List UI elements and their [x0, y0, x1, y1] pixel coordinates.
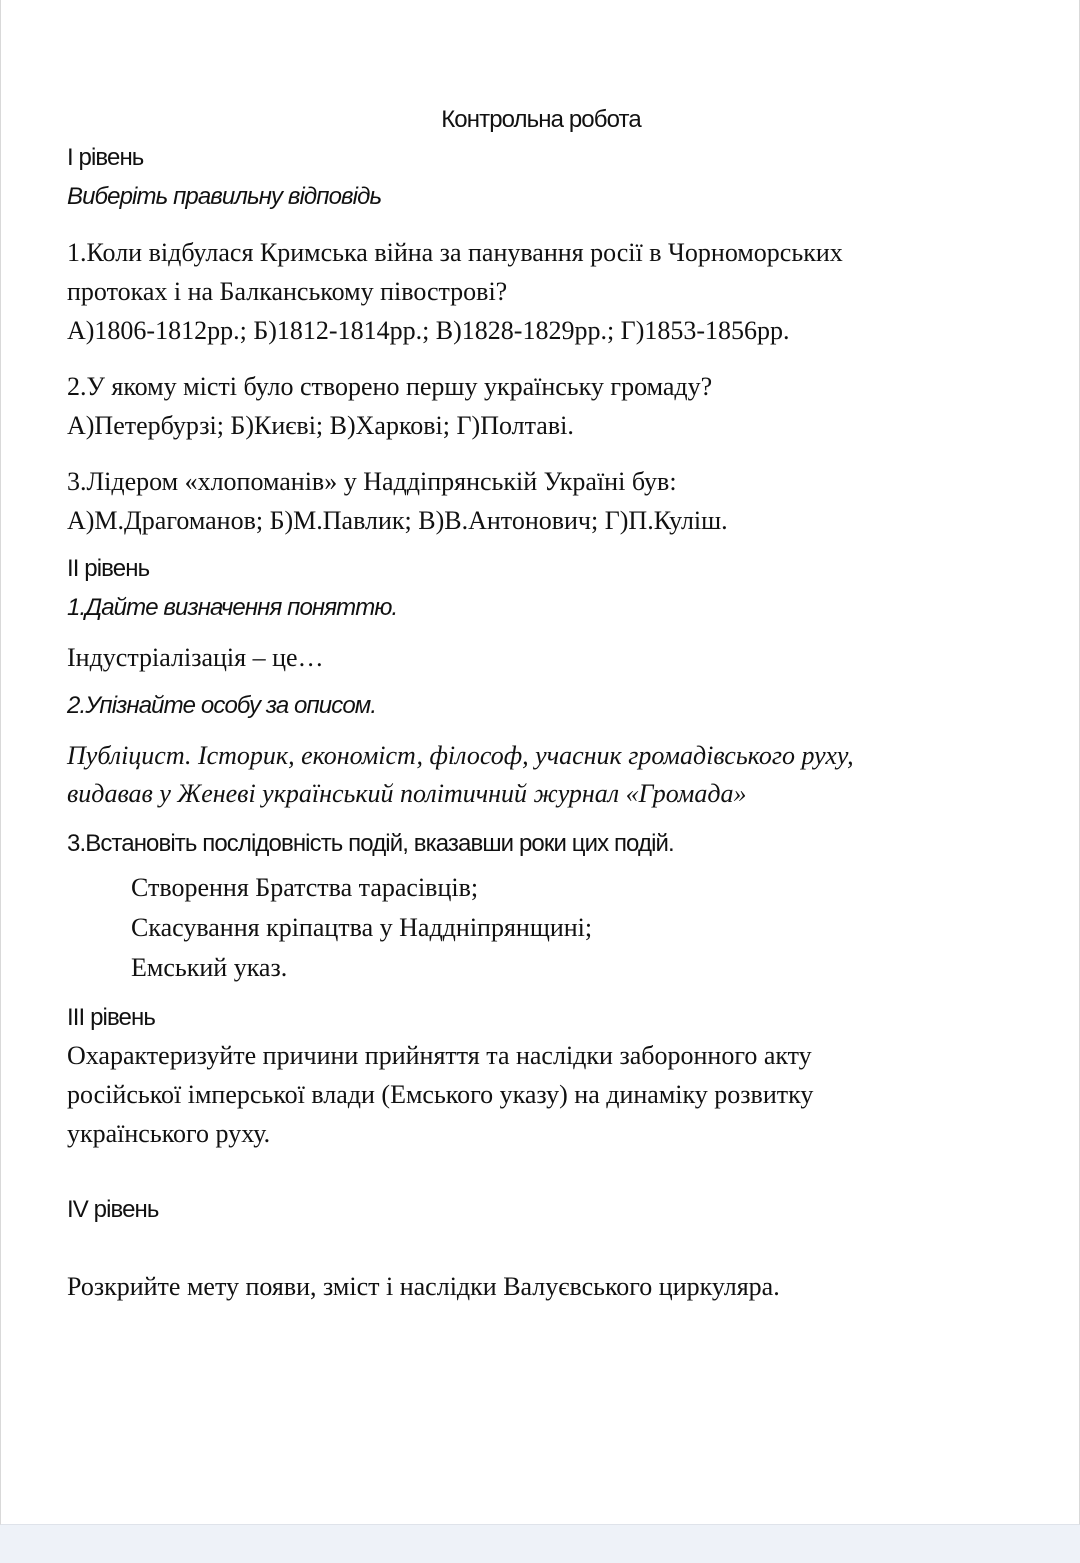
level2-task2: 2.Упізнайте особу за описом. [67, 692, 377, 719]
level2-heading: ІІ рівень [67, 555, 150, 582]
event-text: Створення Братства тарасівців; [131, 873, 479, 902]
level2-task3: 3.Встановіть послідовність подій, вказавши роки цих подій. [67, 830, 674, 857]
event-list-item [101, 913, 592, 943]
document-title: Контрольна робота [441, 106, 641, 133]
level2-task1: 1.Дайте визначення поняттю. [67, 594, 398, 621]
event-text: Емський указ. [131, 953, 288, 982]
level3-line1: Охарактеризуйте причини прийняття та наслідки заборонного акту [67, 1041, 812, 1070]
question2-line1: 2.У якому місті було створено першу українську громаду? [67, 372, 713, 401]
event-list-item [101, 953, 287, 983]
level3-line2: російської імперської влади (Емського указу) на динаміку розвитку [67, 1080, 814, 1109]
level2-task2-line1: Публіцист. Історик, економіст, філософ, учасник громадівського руху, [67, 741, 854, 770]
event-text: Скасування кріпацтва у Наддніпрянщині; [131, 913, 593, 942]
level3-line3: українського руху. [67, 1119, 271, 1148]
question1-options: А)1806-1812рр.; Б)1812-1814рр.; В)1828-1829рр.; Г)1853-1856рр. [67, 316, 790, 345]
level2-task2-line2: видавав у Женеві український політичний журнал «Громада» [67, 779, 747, 808]
level1-instruction: Виберіть правильну відповідь [67, 183, 382, 210]
level4-text: Розкрийте мету появи, зміст і наслідки Валуєвського циркуляра. [67, 1272, 780, 1301]
question1-line1: 1.Коли відбулася Кримська війна за панування росії в Чорноморських [67, 238, 843, 267]
level2-task1-text: Індустріалізація – це… [67, 643, 324, 672]
level4-heading: IV рівень [67, 1196, 159, 1223]
question3-options: А)М.Драгоманов; Б)М.Павлик; В)В.Антонович; Г)П.Куліш. [67, 506, 728, 535]
question3-line1: 3.Лідером «хлопоманів» у Наддіпрянській Україні був: [67, 467, 677, 496]
level1-heading: І рівень [67, 144, 144, 171]
question2-options: А)Петербурзі; Б)Києві; В)Харкові; Г)Полтаві. [67, 411, 574, 440]
event-list-item [101, 873, 478, 903]
question1-line2: протоках і на Балканському півострові? [67, 277, 508, 306]
level3-heading: ІІІ рівень [67, 1004, 155, 1031]
